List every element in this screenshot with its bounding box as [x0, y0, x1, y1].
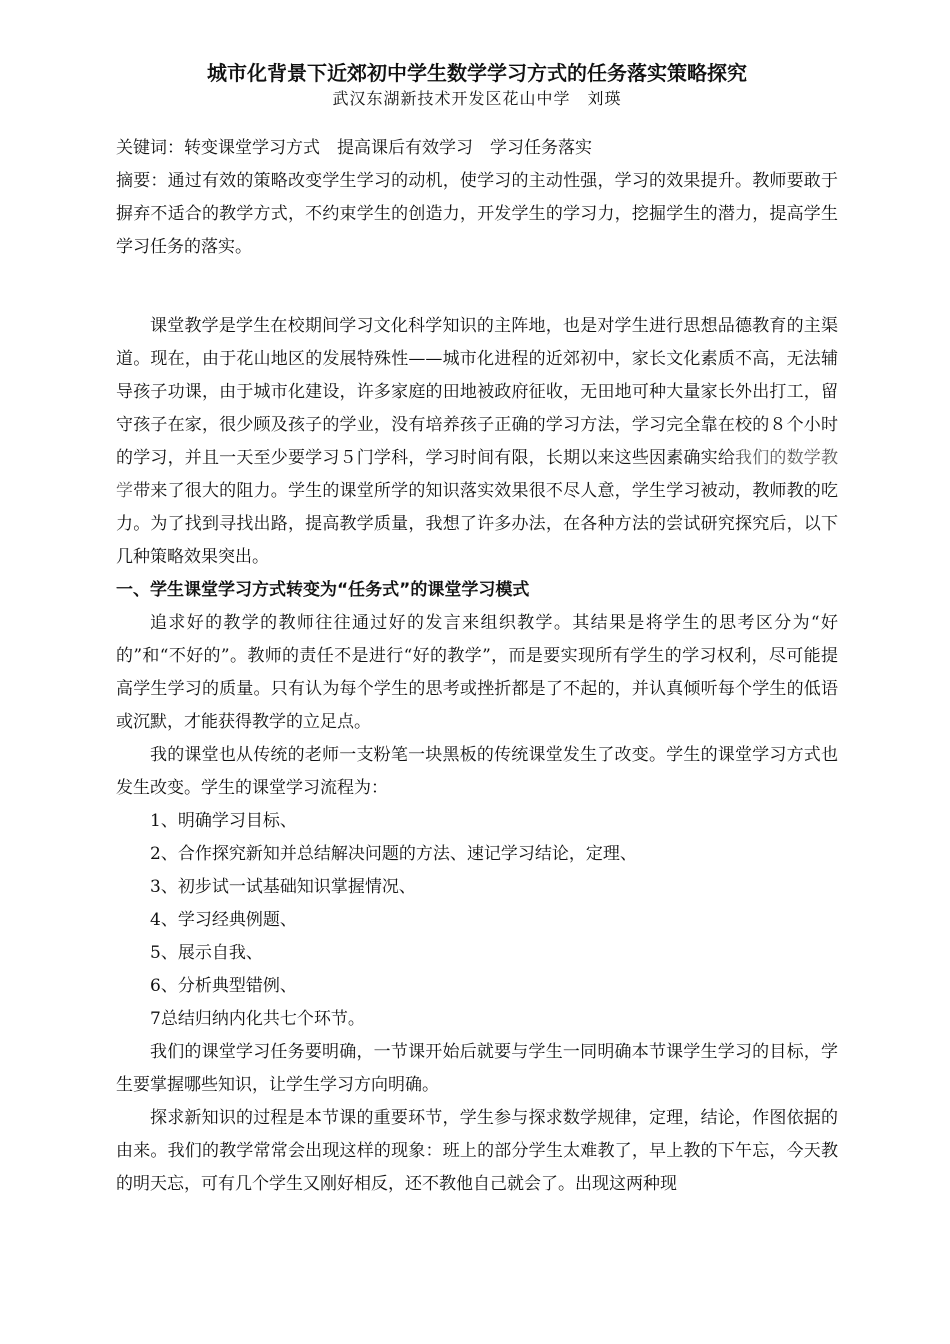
intro-text-part1: 课堂教学是学生在校期间学习文化科学知识的主阵地，也是对学生进行思想品德教育的主渠道。现在，由于花山地区的发展特殊性——城市化进程的近郊初中，家长文化素质不高，无法辅导孩子功课，由于城市化建设，许多家庭的田地被政府征收，无田地可种大量家长外出打工，留守孩子在家，很少顾及孩子的学业，没有培养孩子正确的学习方法，学习完全靠在校的８个小时的学习，并且一天至少要学习５门学科，学习时间有限，长期以来这些因素确实给 — [116, 316, 838, 468]
keywords: 关键词：转变课堂学习方式 提高课后有效学习 学习任务落实 — [116, 138, 592, 158]
paragraph-4: 探求新知识的过程是本节课的重要环节，学生参与探求数学规律，定理，结论，作图依据的由来。我们的教学常常会出现这样的现象：班上的部分学生太难教了，早上教的下午忘，今天教的明天忘，可有几个学生又刚好相反，还不教他自己就会了。出现这两种现 — [116, 1108, 838, 1194]
list-item: 5、展示自我、 — [150, 943, 263, 963]
list-item: 6、分析典型错例、 — [150, 976, 297, 996]
intro-text-part2: 带来了很大的阻力。学生的课堂所学的知识落实效果很不尽人意，学生学习被动，教师教的吃力。为了找到寻找出路，提高教学质量，我想了许多办法，在各种方法的尝试研究探究后，以下几种策略效果突出。 — [116, 481, 839, 567]
list-item: 1、明确学习目标、 — [150, 811, 297, 831]
list-item: 4、学习经典例题、 — [150, 910, 297, 930]
paragraph-3: 我们的课堂学习任务要明确，一节课开始后就要与学生一同明确本节课学生学习的目标，学生要掌握哪些知识，让学生学习方向明确。 — [116, 1042, 838, 1095]
section-spacer — [116, 264, 838, 310]
list-item: 7总结归纳内化共七个环节。 — [150, 1009, 365, 1029]
list-item: 2、合作探究新知并总结解决问题的方法、速记学习结论，定理、 — [150, 844, 637, 864]
paragraph-2: 我的课堂也从传统的老师一支粉笔一块黑板的传统课堂发生了改变。学生的课堂学习方式也发生改变。学生的课堂学习流程为： — [116, 745, 838, 798]
steps-list — [116, 805, 838, 1036]
list-item: 3、初步试一试基础知识掌握情况、 — [150, 877, 416, 897]
document-page — [116, 58, 838, 1201]
section1-heading: 一、学生课堂学习方式转变为“任务式”的课堂学习模式 — [116, 580, 530, 600]
intro-highlight-text: 我们的数学教学 — [116, 448, 839, 501]
document-title: 城市化背景下近郊初中学生数学学习方式的任务落实策略探究 — [207, 61, 747, 85]
abstract: 摘要：通过有效的策略改变学生学习的动机，使学习的主动性强，学习的效果提升。教师要敢于摒弃不适合的教学方式，不约束学生的创造力，开发学生的学习力，挖掘学生的潜力，提高学生学习任务的落实。 — [116, 171, 838, 257]
author-line: 武汉东湖新技术开发区花山中学 刘瑛 — [332, 89, 622, 108]
intro-paragraph — [116, 310, 838, 574]
paragraph-1: 追求好的教学的教师往往通过好的发言来组织教学。其结果是将学生的思考区分为“好的”和“不好的”。教师的责任不是进行“好的教学”，而是要实现所有学生的学习权利，尽可能提高学生学习的质量。只有认为每个学生的思考或挫折都是了不起的，并认真倾听每个学生的低语或沉默，才能获得教学的立足点。 — [116, 613, 838, 732]
